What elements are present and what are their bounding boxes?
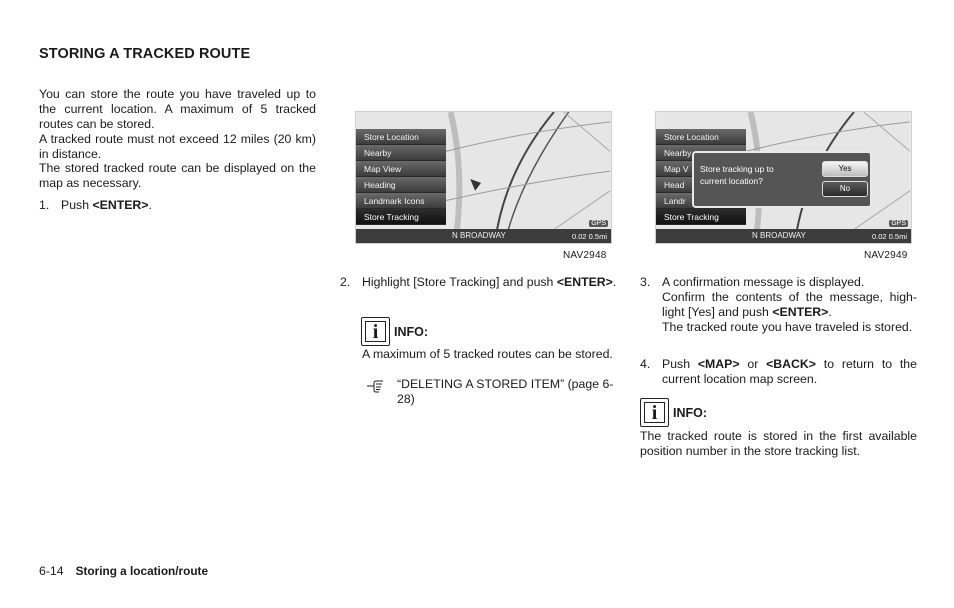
menu-item-map-view: Map V (656, 161, 746, 177)
info-heading-2 (640, 398, 707, 427)
page-title: STORING A TRACKED ROUTE (39, 46, 251, 62)
step-text-end: . (828, 305, 832, 319)
no-button: No (822, 181, 868, 197)
step-text-end: . (612, 275, 617, 289)
step-1 (39, 198, 316, 213)
step-number: 3. (640, 275, 651, 289)
menu-item-nearby: Nearby (356, 145, 446, 161)
reference-pointer-icon (366, 377, 386, 393)
step-3 (640, 275, 917, 335)
menu-item-heading: Head (656, 177, 746, 193)
menu-item-store-tracking: Store Tracking (656, 209, 746, 225)
step-text-line-2: Confirm the contents of the message, high-light [Yes] and push (662, 290, 917, 319)
dialog-message (700, 163, 774, 187)
step-text-or: or (739, 357, 767, 371)
menu-item-map-view: Map View (356, 161, 446, 177)
enter-key-label: <ENTER> (92, 198, 149, 212)
nav-menu (356, 129, 446, 225)
enter-key-label: <ENTER> (772, 305, 829, 319)
map-scale: 0.02 0.5mi (871, 232, 907, 241)
figure-caption-2: NAV2949 (864, 250, 908, 261)
nav-screenshot-1 (355, 111, 612, 244)
info-text-1: A maximum of 5 tracked routes can be stored. (362, 347, 613, 361)
step-2 (340, 275, 617, 290)
street-name: N BROADWAY (452, 231, 506, 240)
menu-item-landmark-icons: Landmark Icons (356, 193, 446, 209)
step-4 (640, 357, 917, 387)
gps-indicator: GPS (891, 220, 906, 227)
dialog-line-1: Store tracking up to (700, 164, 774, 174)
dialog-line-2: current location? (700, 176, 763, 186)
info-label: INFO: (394, 324, 429, 339)
step-number: 4. (640, 357, 651, 371)
step-number: 1. (39, 198, 50, 212)
map-scale: 0.02 0.5mi (571, 232, 607, 241)
cross-reference (366, 377, 617, 407)
step-number: 2. (340, 275, 351, 289)
reference-text: “DELETING A STORED ITEM” (page 6-28) (397, 377, 614, 406)
map-key-label: <MAP> (697, 357, 740, 371)
step-text: Push (662, 357, 698, 371)
step-text-line-3: The tracked route you have traveled is stored. (662, 320, 913, 334)
nav-screenshot-2 (655, 111, 912, 244)
menu-item-heading: Heading (356, 177, 446, 193)
info-label: INFO: (673, 405, 708, 420)
step-text: Push (61, 198, 93, 212)
gps-indicator: GPS (591, 220, 606, 227)
menu-item-landmark-icons: Landr (656, 193, 746, 209)
page-number: 6-14 (39, 564, 64, 578)
intro-paragraph-3: The stored tracked route can be displayed on the map as necessary. (39, 161, 316, 190)
intro-paragraph-1: You can store the route you have traveled up to the current location. A maximum of 5 tracked routes can be stored. (39, 87, 316, 131)
step-text-end: . (148, 198, 152, 212)
menu-item-store-location: Store Location (356, 129, 446, 145)
step-text-line-1: A confirmation message is displayed. (662, 275, 865, 289)
street-name: N BROADWAY (752, 231, 806, 240)
info-heading-1 (361, 317, 428, 346)
page-footer (39, 564, 208, 578)
yes-button: Yes (822, 161, 868, 177)
section-name: Storing a location/route (75, 564, 209, 578)
info-icon: i (361, 317, 390, 346)
intro-paragraph-2: A tracked route must not exceed 12 miles (20 km) in distance. (39, 132, 316, 161)
enter-key-label: <ENTER> (556, 275, 613, 289)
menu-item-store-location: Store Location (656, 129, 746, 145)
confirm-dialog (692, 151, 872, 208)
info-text-2: The tracked route is stored in the first available position number in the store tracking list. (640, 429, 917, 458)
figure-caption-1: NAV2948 (563, 250, 607, 261)
menu-item-nearby: Nearby (656, 145, 746, 161)
info-icon: i (640, 398, 669, 427)
step-text-end: to return to the current location map screen. (662, 357, 917, 386)
step-text: Highlight [Store Tracking] and push (362, 275, 557, 289)
menu-item-store-tracking: Store Tracking (356, 209, 446, 225)
back-key-label: <BACK> (766, 357, 816, 371)
